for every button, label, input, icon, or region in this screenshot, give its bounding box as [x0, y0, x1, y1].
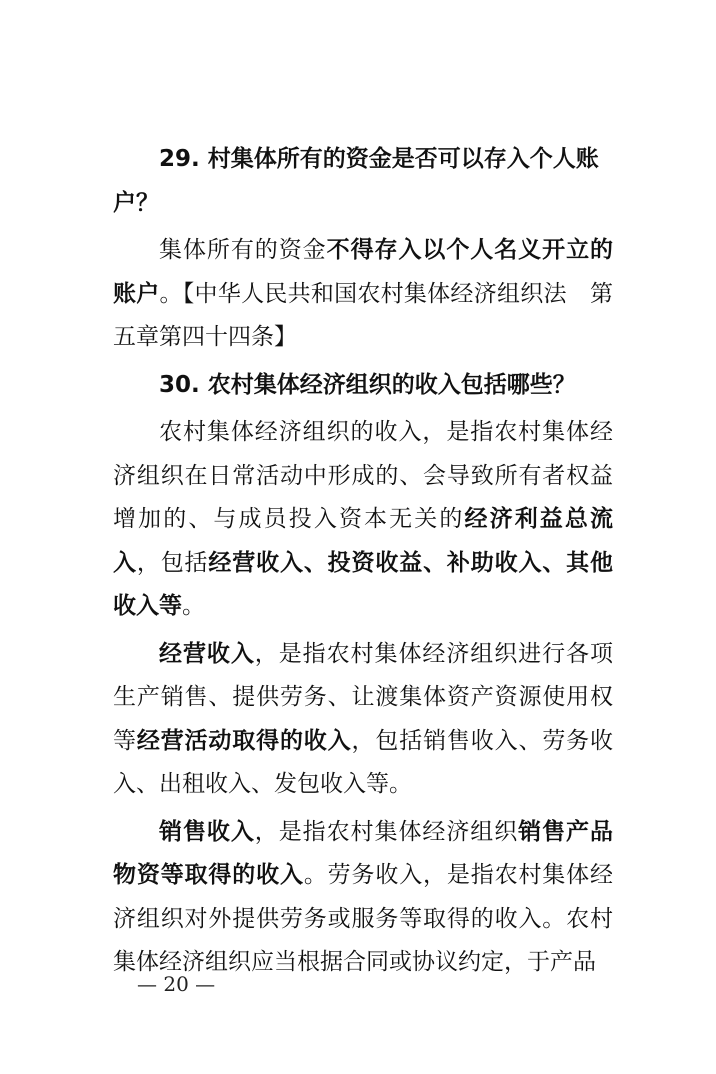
body-text: 。劳务收入，是指农村集体经济组织对外提供劳务或服务等取得的收入。农村集体经济组织应当根据合同或协议约定，于产品: [113, 862, 614, 975]
emphasized-text: 经营收入: [159, 640, 255, 667]
emphasized-text: 经营活动取得的收入: [136, 727, 352, 754]
question-30-paragraph-1: [113, 411, 613, 629]
question-29-heading: 29. 村集体所有的资金是否可以存入个人账户？: [113, 146, 599, 216]
emphasized-text: 不得存入以个人名义开立的账户: [113, 237, 614, 307]
body-text: ，是指农村集体经济组织进行各项生产销售、提供劳务、让渡集体资产资源使用权等: [113, 640, 614, 754]
body-text: 。【中华人民共和国农村集体经济组织法 第五章第四十四条】: [113, 280, 614, 350]
body-text: 集体所有的资金: [159, 237, 327, 263]
body-text: 。: [182, 593, 205, 619]
question-30-paragraph-2: [113, 633, 613, 807]
question-30-paragraph-3: [113, 811, 613, 985]
body-text: ，包括: [136, 549, 209, 576]
document-body: [113, 138, 613, 985]
emphasized-text: 销售收入: [159, 818, 255, 845]
body-text: 农村集体经济组织的收入，是指农村集体经济组织在日常活动中形成的、会导致所有者权益增加的、与成员投入资本无关的: [113, 419, 613, 532]
body-text: ，是指农村集体经济组织: [254, 818, 519, 845]
emphasized-text: 经营收入、投资收益、补助收入、其他收入等: [113, 549, 614, 619]
question-29-answer: [113, 229, 613, 360]
question-30-heading: 30. 农村集体经济组织的收入包括哪些？: [159, 371, 576, 398]
emphasized-text: 销售产品物资等取得的收入: [113, 818, 614, 888]
body-text: ，包括销售收入、劳务收入、出租收入、发包收入等。: [113, 727, 614, 797]
page-number: — 20 —: [137, 972, 216, 996]
emphasized-text: 经济利益总流入: [113, 506, 614, 576]
